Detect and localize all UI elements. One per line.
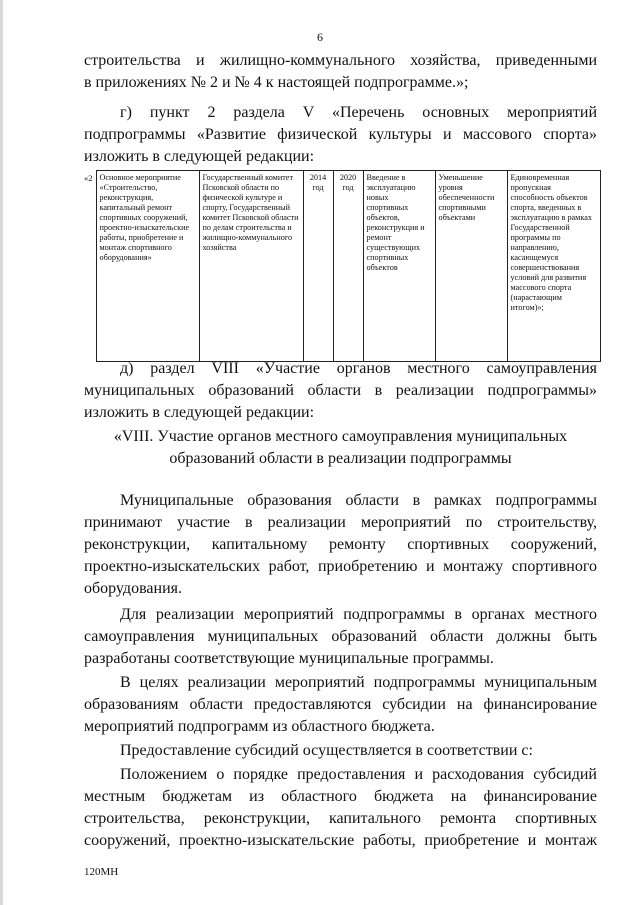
body-paragraph-1 [84,490,597,600]
text-line: Муниципальные образования области в рамках подпрограммы [120,492,597,509]
text-line: Предоставление субсидий осуществляется в соответствии с: [120,742,533,759]
table-row [84,171,600,362]
text-line: местным бюджетам из областного бюджета на финансирование [84,788,597,805]
item-d-paragraph [84,358,597,424]
text-line: образованиям области предоставляются субсидии на финансирование [84,696,597,713]
text-line: муниципальных образований области в реализации подпрограммы» [84,382,597,399]
intro-paragraph [84,50,597,94]
body-paragraph-2 [84,604,597,670]
text-line: разработаны соответствующие муниципальные программы. [84,650,494,667]
text-line: самоуправления муниципальных образований области должны быть [84,628,597,645]
text-line: изложить в следующей редакции: [84,148,315,165]
section-title [84,426,597,470]
footer-code: 120МН [84,866,119,878]
scan-edge [0,0,3,905]
body-paragraph-3 [84,672,597,738]
text-line: принимают участие в реализации мероприятий по строительству, [84,514,597,531]
section-title-line: образований области в реализации подпрограммы [169,450,512,467]
table-cell-indicator: Единовременная пропускная способность объектов спорта, введенных в эксплуатацию в рамках Государственной программы по направлению, касающемуся совершенствования условий для развития массового спорта (нарастающим итогом)»; [507,171,600,362]
table-cell-year-end: 2020 год [333,171,363,362]
text-line: мероприятий подпрограмм из областного бюджета. [84,718,435,735]
body-paragraph-4 [84,740,597,762]
table-cell-result: Введение в эксплуатацию новых спортивных объектов, реконструкция и ремонт существующих спортивных объектов [363,171,435,362]
table-cell-year-start: 2014 год [303,171,333,362]
text-line: в приложениях № 2 и № 4 к настоящей подпрограмме.»; [84,74,469,91]
text-line: д) раздел VIII «Участие органов местного самоуправления [120,360,597,377]
page-number: 6 [317,30,323,44]
text-line: строительства и жилищно-коммунального хозяйства, приведенными [84,52,597,69]
text-line: В целях реализации мероприятий подпрограммы муниципальным [120,674,597,691]
item-g-paragraph [84,102,597,168]
text-line: Положением о порядке предоставления и расходования субсидий [120,766,597,783]
text-line: изложить в следующей редакции: [84,404,315,421]
text-line: оборудования. [84,580,182,597]
text-line: Для реализации мероприятий подпрограммы в органах местного [120,606,597,623]
table-row-number: «2 [84,172,93,183]
text-line: строительства, реконструкции, капитального ремонта спортивных [84,810,597,827]
text-line: сооружений, проектно-изыскательские работы, приобретение и монтаж [84,832,597,849]
text-line: подпрограммы «Развитие физической культуры и массового спорта» [84,126,597,143]
section-title-line: «VIII. Участие органов местного самоуправления муниципальных [113,428,568,445]
text-line: проектно-изыскательских работ, приобретению и монтажу спортивного [84,558,597,575]
table-cell-measure: Основное мероприятие «Строительство, реконструкция, капитальный ремонт спортивных сооружений, проектно-изыскательские работы, приобретение и монтаж спортивного оборудования» [96,171,199,362]
table-cell-consequence: Уменьшение уровня обеспеченности спортивными объектами [435,171,507,362]
table-cell-executor: Государственный комитет Псковской области по физической культуре и спорту, Государственный комитет Псковской области по делам строительства и жилищно-коммунального хозяйства [199,171,303,362]
body-paragraph-5 [84,764,597,852]
measures-table [84,170,601,362]
text-line: г) пункт 2 раздела V «Перечень основных мероприятий [120,104,597,121]
text-line: реконструкции, капитальному ремонту спортивных сооружений, [84,536,597,553]
